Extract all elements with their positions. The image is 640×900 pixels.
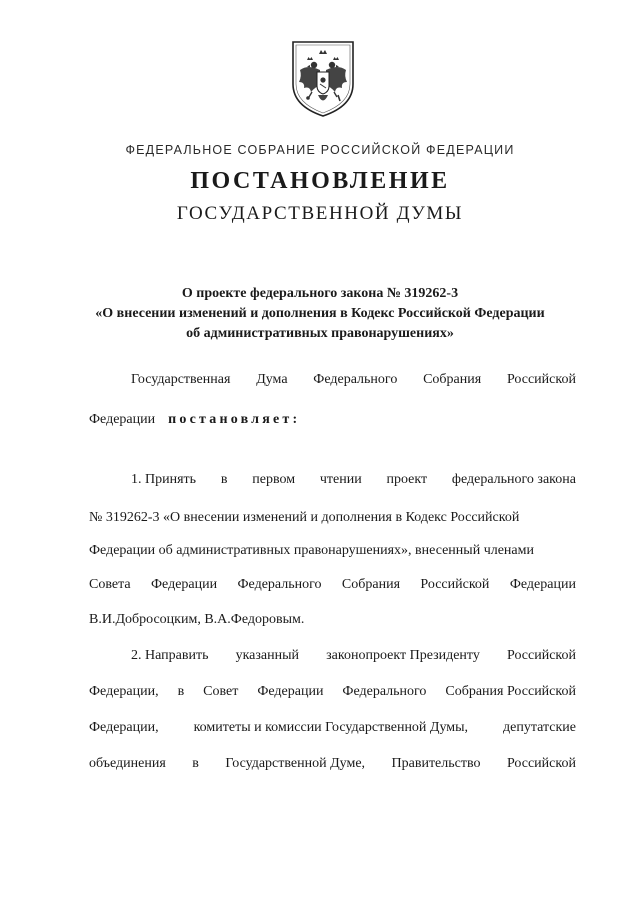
coat-of-arms-emblem [290,40,356,118]
word: Собрания Российской [445,684,576,699]
word: Российской [506,372,576,387]
word: Собрания [423,372,482,387]
item-1-line [131,472,576,488]
word: в [177,684,185,699]
word: Российской [506,756,576,771]
item-1-line: В.И.Добросоцким, В.А.Федоровым. [89,612,305,627]
word: Российской [507,648,576,663]
organization-name: ФЕДЕРАЛЬНОЕ СОБРАНИЕ РОССИЙСКОЙ ФЕДЕРАЦИИ [125,143,515,157]
word: чтении [319,472,362,487]
word: 1. Принять [131,472,197,487]
resolution-verb: постановляет: [168,412,301,427]
word: Федерации, [89,684,159,699]
subject-line: об административных правонарушениях» [186,326,454,341]
word: проект [386,472,428,487]
word: в [192,756,199,771]
word: указанный [235,648,300,663]
word: Совет [203,684,239,699]
word: Государственной Думе, [225,756,366,771]
word: Федерации [509,577,576,592]
word: Федерации [150,577,218,592]
word: Правительство [391,756,481,771]
item-2-line [89,756,576,772]
item-1-line [89,577,576,593]
word: Федерации [257,684,324,699]
document-type-title: ПОСТАНОВЛЕНИЕ [190,168,450,194]
preamble-line [89,412,300,428]
word: Собрания [341,577,401,592]
preamble-line [131,372,576,388]
item-2-line [131,648,576,664]
word: комитеты и комиссии Государственной Думы, [193,720,469,735]
document-subject [0,284,640,344]
word: Дума [256,372,288,387]
word: Федерального [237,577,322,592]
item-2-line [89,720,576,736]
item-1-line: № 319262-3 «О внесении изменений и дополнения в Кодекс Российской [89,510,520,525]
word: Федерального [313,372,398,387]
word: законопроект Президенту [326,648,480,663]
word: Российской [420,577,490,592]
word: объединения [89,756,166,771]
word: Федерального [342,684,427,699]
word: федерального закона [451,472,576,487]
item-1-line: Федерации об административных правонарушениях», внесенный членами [89,543,534,558]
document-issuer: ГОСУДАРСТВЕННОЙ ДУМЫ [176,203,464,224]
word: депутатские [503,720,576,735]
word: Государственная [131,372,231,387]
subject-line: О проекте федерального закона № 319262-3 [181,286,459,301]
word: Федерации [89,412,156,427]
item-2-line [89,684,576,700]
word: Совета [89,577,131,592]
subject-line: «О внесении изменений и дополнения в Кодекс Российской Федерации [95,306,545,321]
word: в [220,472,228,487]
word: 2. Направить [131,648,209,663]
word: Федерации, [89,720,159,735]
word: первом [252,472,296,487]
